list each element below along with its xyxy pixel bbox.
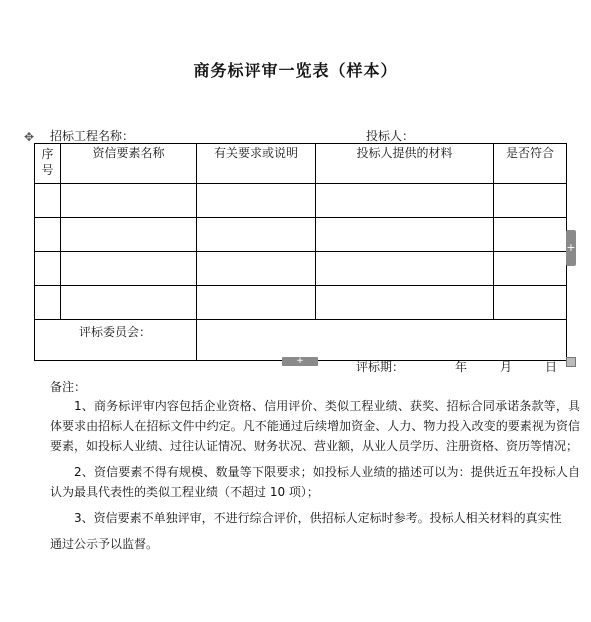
table-header-row bbox=[35, 144, 567, 184]
table-cell[interactable] bbox=[197, 184, 316, 218]
committee-label: 评标委员会： bbox=[35, 320, 197, 361]
page-title: 商务标评审一览表（样本） bbox=[193, 61, 398, 80]
note-item-3-tail: 通过公示予以监督。 bbox=[50, 537, 159, 551]
table-cell[interactable] bbox=[316, 252, 494, 286]
table-row bbox=[35, 252, 567, 286]
notes-section bbox=[50, 378, 580, 554]
table-cell[interactable] bbox=[316, 184, 494, 218]
header-bidder-material: 投标人提供的材料 bbox=[316, 144, 494, 184]
review-date-label: 评标期： bbox=[356, 360, 405, 374]
table-cell[interactable] bbox=[61, 184, 197, 218]
table-row bbox=[35, 184, 567, 218]
note-item-3: 3、资信要素不单独评审，不进行综合评价，供招标人定标时参考。投标人相关材料的真实性 bbox=[74, 511, 562, 525]
table-cell[interactable] bbox=[61, 218, 197, 252]
review-date-row bbox=[0, 358, 591, 374]
committee-cell[interactable] bbox=[197, 320, 567, 361]
table-cell[interactable] bbox=[61, 252, 197, 286]
date-month: 月 bbox=[500, 360, 513, 374]
add-row-icon[interactable]: + bbox=[282, 357, 318, 366]
table-cell[interactable] bbox=[494, 218, 567, 252]
add-column-icon[interactable]: + bbox=[566, 230, 576, 266]
info-row bbox=[50, 127, 570, 143]
note-item-2: 2、资信要素不得有规模、数量等下限要求；如投标人业绩的描述可以为：提供近五年投标人自认为最具代表性的类似工程业绩（不超过 10 项）； bbox=[50, 465, 580, 499]
project-name-label: 招标工程名称： bbox=[50, 129, 135, 143]
table-cell[interactable] bbox=[316, 218, 494, 252]
table-cell[interactable] bbox=[197, 218, 316, 252]
date-day: 日 bbox=[545, 360, 558, 374]
table-cell[interactable] bbox=[35, 218, 61, 252]
table-row bbox=[35, 218, 567, 252]
table-cell[interactable] bbox=[494, 286, 567, 320]
header-requirement-desc: 有关要求或说明 bbox=[197, 144, 316, 184]
date-year: 年 bbox=[455, 360, 468, 374]
notes-heading: 备注： bbox=[50, 380, 87, 394]
committee-row bbox=[35, 320, 567, 361]
header-conformity: 是否符合 bbox=[494, 144, 567, 184]
header-requirement-name: 资信要素名称 bbox=[61, 144, 197, 184]
table-cell[interactable] bbox=[494, 184, 567, 218]
table-cell[interactable] bbox=[35, 252, 61, 286]
table-cell[interactable] bbox=[197, 252, 316, 286]
review-table bbox=[34, 143, 567, 361]
header-seq: 序 号 bbox=[35, 144, 61, 184]
table-cell[interactable] bbox=[197, 286, 316, 320]
table-cell[interactable] bbox=[494, 252, 567, 286]
table-cell[interactable] bbox=[35, 286, 61, 320]
table-cell[interactable] bbox=[35, 184, 61, 218]
table-row bbox=[35, 286, 567, 320]
table-cell[interactable] bbox=[316, 286, 494, 320]
bidder-label: 投标人： bbox=[366, 129, 415, 143]
note-item-1: 1、商务标评审内容包括企业资格、信用评价、类似工程业绩、获奖、招标合同承诺条款等，具体要求由招标人在招标文件中约定。凡不能通过后续增加资金、人力、物力投入改变的要素视为资信要素，如投标人业绩、过往认证情况、财务状况、营业额，从业人员学历、注册资格、资历等情况； bbox=[50, 399, 580, 453]
table-cell[interactable] bbox=[61, 286, 197, 320]
table-move-handle-icon[interactable]: ✥ bbox=[23, 130, 35, 144]
